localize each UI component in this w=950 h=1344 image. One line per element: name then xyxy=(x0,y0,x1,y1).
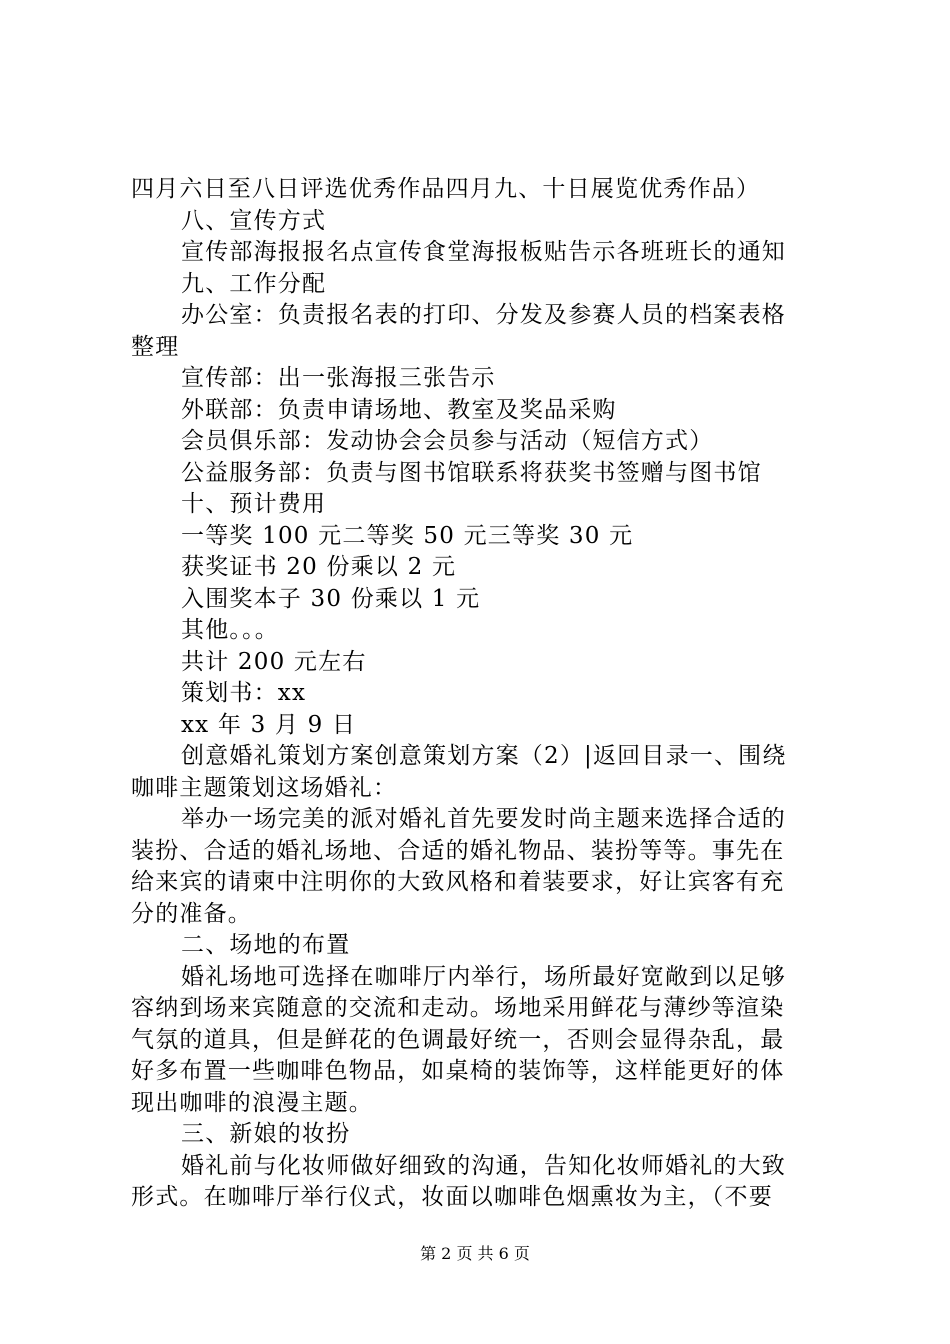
text-line: 婚礼前与化妆师做好细致的沟通，告知化妆师婚礼的大致 xyxy=(181,1152,786,1179)
section-heading: 八、宣传方式 xyxy=(181,207,327,234)
text-line: 会员俱乐部：发动协会会员参与活动（短信方式） xyxy=(181,428,714,454)
section-heading: 三、新娘的妆扮 xyxy=(181,1121,351,1147)
text-line: 一等奖 100 元二等奖 50 元三等奖 30 元 xyxy=(181,522,634,549)
section-heading: 九、工作分配 xyxy=(181,270,327,297)
section-heading: 二、场地的布置 xyxy=(181,932,351,958)
text-line: 宣传部海报报名点宣传食堂海报板贴告示各班班长的通知 xyxy=(181,239,786,265)
text-line: 整理 xyxy=(131,333,180,360)
text-line: 分的准备。 xyxy=(131,900,252,927)
page-footer: 第 2 页 共 6 页 xyxy=(420,1244,530,1263)
text-line: 形式。在咖啡厅举行仪式，妆面以咖啡色烟熏妆为主，（不要 xyxy=(131,1184,773,1210)
text-line: 入围奖本子 30 份乘以 1 元 xyxy=(181,585,481,612)
text-line: 四月六日至八日评选优秀作品四月九、十日展览优秀作品） xyxy=(131,176,761,202)
text-line: xx 年 3 月 9 日 xyxy=(181,711,357,738)
text-line: 容纳到场来宾随意的交流和走动。场地采用鲜花与薄纱等渲染 xyxy=(131,995,785,1021)
text-line: 装扮、合适的婚礼场地、合适的婚礼物品、装扮等等。事先在 xyxy=(131,837,785,864)
text-line: 咖啡主题策划这场婚礼： xyxy=(131,774,398,801)
text-line: 创意婚礼策划方案创意策划方案（2）|返回目录一、围绕 xyxy=(181,743,787,769)
section-heading: 十、预计费用 xyxy=(181,491,327,517)
text-line: 举办一场完美的派对婚礼首先要发时尚主题来选择合适的 xyxy=(181,806,786,832)
text-line: 公益服务部：负责与图书馆联系将获奖书签赠与图书馆 xyxy=(181,459,762,486)
document-body xyxy=(131,174,831,1214)
text-line: 气氛的道具，但是鲜花的色调最好统一，否则会显得杂乱，最 xyxy=(131,1026,785,1053)
text-line: 宣传部：出一张海报三张告示 xyxy=(181,365,496,391)
text-line: 办公室：负责报名表的打印、分发及参赛人员的档案表格 xyxy=(181,302,786,328)
text-line: 现出咖啡的浪漫主题。 xyxy=(131,1089,373,1116)
text-line: 获奖证书 20 份乘以 2 元 xyxy=(181,554,457,580)
text-line: 共计 200 元左右 xyxy=(181,648,367,675)
text-line: 给来宾的请柬中注明你的大致风格和着装要求，好让宾客有充 xyxy=(131,869,785,895)
text-line: 策划书：xx xyxy=(181,680,307,706)
text-line: 外联部：负责申请场地、教室及奖品采购 xyxy=(181,396,617,423)
text-line: 婚礼场地可选择在咖啡厅内举行，场所最好宽敞到以足够 xyxy=(181,963,786,990)
text-line: 其他。。。 xyxy=(181,617,279,643)
text-line: 好多布置一些咖啡色物品，如桌椅的装饰等，这样能更好的体 xyxy=(131,1058,785,1084)
